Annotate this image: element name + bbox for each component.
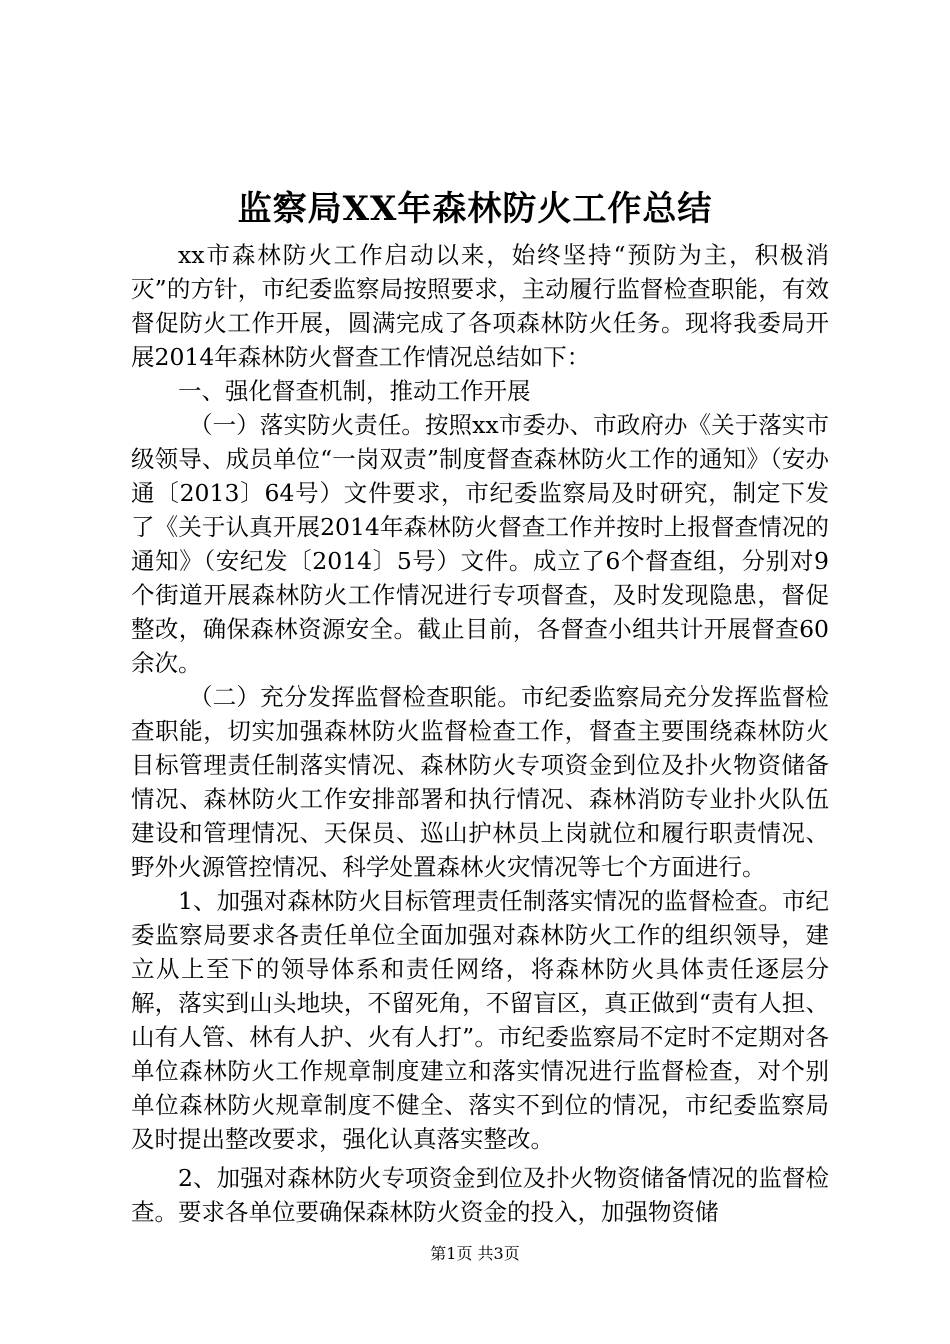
subsection-paragraph-1: （一）落实防火责任。按照xx市委办、市政府办《关于落实市级领导、成员单位“一岗双责”制度督查森林防火工作的通知》（安办通〔2013〕64号）文件要求，市纪委监察局及时研究，制定下发了《关于认真开展2014年森林防火督查工作并按时上报督查情况的通知》（安纪发〔2014〕5号）文件。成立了6个督查组，分别对9个街道开展森林防火工作情况进行专项督查，及时发现隐患，督促整改，确保森林资源安全。截止目前，各督查小组共计开展督查60余次。 (131, 411, 829, 677)
document-title: 监察局XX年森林防火工作总结 (237, 189, 713, 229)
item-paragraph-1: 1、加强对森林防火目标管理责任制落实情况的监督检查。市纪委监察局要求各责任单位全面加强对森林防火工作的组织领导，建立从上至下的领导体系和责任网络，将森林防火具体责任逐层分解，落实到山头地块，不留死角，不留盲区，真正做到“责有人担、山有人管、林有人护、火有人打”。市纪委监察局不定时不定期对各单位森林防火工作规章制度建立和落实情况进行监督检查，对个别单位森林防火规章制度不健全、落实不到位的情况，市纪委监察局及时提出整改要求，强化认真落实整改。 (131, 887, 829, 1153)
subsection-paragraph-2: （二）充分发挥监督检查职能。市纪委监察局充分发挥监督检查职能，切实加强森林防火监督检查工作，督查主要围绕森林防火目标管理责任制落实情况、森林防火专项资金到位及扑火物资储备情况、森林防火工作安排部署和执行情况、森林消防专业扑火队伍建设和管理情况、天保员、巡山护林员上岗就位和履行职责情况、野外火源管控情况、科学处置森林火灾情况等七个方面进行。 (131, 683, 829, 881)
document-body (131, 238, 829, 1229)
item-paragraph-2: 2、加强对森林防火专项资金到位及扑火物资储备情况的监督检查。要求各单位要确保森林防火资金的投入，加强物资储 (131, 1164, 829, 1226)
page-footer: 第1页 共3页 (430, 1244, 520, 1263)
section-heading-1: 一、强化督查机制，推动工作开展 (178, 377, 531, 405)
intro-paragraph: xx市森林防火工作启动以来，始终坚持“预防为主，积极消灭”的方针，市纪委监察局按照要求，主动履行监督检查职能，有效督促防火工作开展，圆满完成了各项森林防火任务。现将我委局开展2014年森林防火督查工作情况总结如下： (131, 241, 829, 371)
